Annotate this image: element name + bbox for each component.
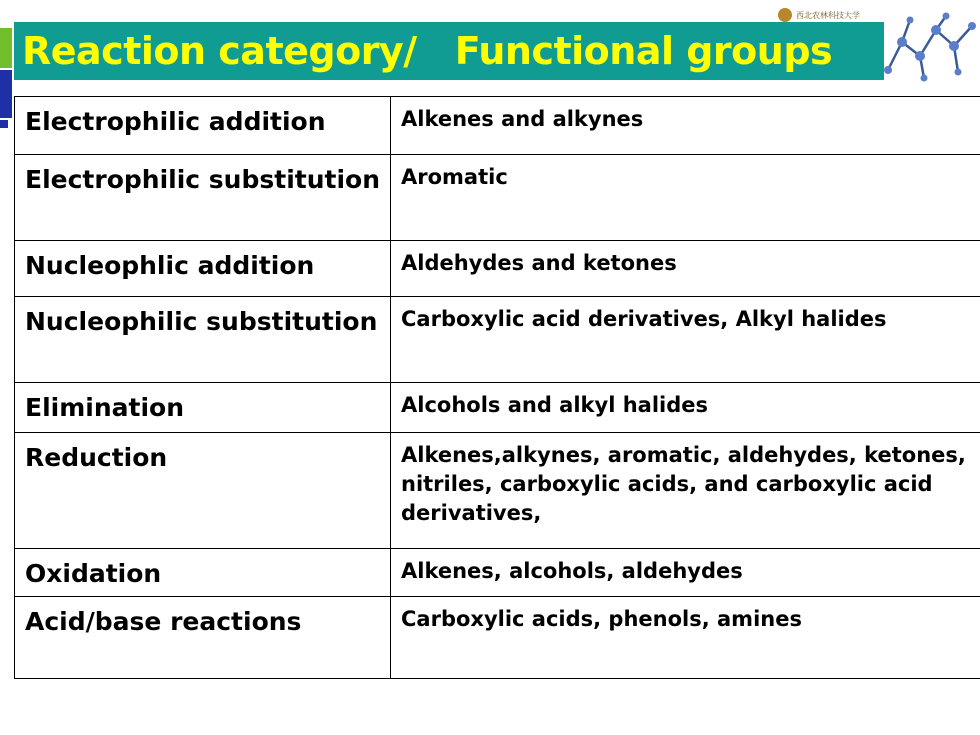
reaction-table	[14, 96, 980, 679]
molecule-model-icon	[880, 12, 980, 82]
reaction-category-cell: Electrophilic substitution	[15, 155, 391, 241]
functional-groups-cell: Alkenes,alkynes, aromatic, aldehydes, ketones, nitriles, carboxylic acids, and carboxylic acid derivatives,	[391, 433, 980, 549]
table-row	[15, 433, 980, 549]
accent-bar-green	[0, 28, 12, 68]
reaction-category-cell: Acid/base reactions	[15, 597, 391, 679]
functional-groups-cell: Alcohols and alkyl halides	[391, 383, 980, 433]
reaction-category-cell: Nucleophlic addition	[15, 241, 391, 297]
title-bar	[14, 22, 884, 80]
logo-emblem-icon	[778, 8, 792, 22]
table-row	[15, 97, 980, 155]
table-row	[15, 241, 980, 297]
accent-bar-blue	[0, 70, 12, 118]
reaction-category-cell: Reduction	[15, 433, 391, 549]
reaction-category-cell: Electrophilic addition	[15, 97, 391, 155]
functional-groups-cell: Carboxylic acids, phenols, amines	[391, 597, 980, 679]
table-row	[15, 383, 980, 433]
table-row	[15, 297, 980, 383]
table-row	[15, 549, 980, 597]
functional-groups-cell: Alkenes and alkynes	[391, 97, 980, 155]
reaction-category-cell: Nucleophilic substitution	[15, 297, 391, 383]
functional-groups-cell: Aromatic	[391, 155, 980, 241]
functional-groups-cell: Alkenes, alcohols, aldehydes	[391, 549, 980, 597]
table-row	[15, 155, 980, 241]
logo-text: 西北农林科技大学	[796, 10, 860, 20]
reaction-category-cell: Oxidation	[15, 549, 391, 597]
functional-groups-cell: Carboxylic acid derivatives, Alkyl halides	[391, 297, 980, 383]
table-row	[15, 597, 980, 679]
slide-title: Reaction category/ Functional groups	[22, 29, 833, 73]
accent-square	[0, 120, 8, 128]
reaction-category-cell: Elimination	[15, 383, 391, 433]
functional-groups-cell: Aldehydes and ketones	[391, 241, 980, 297]
